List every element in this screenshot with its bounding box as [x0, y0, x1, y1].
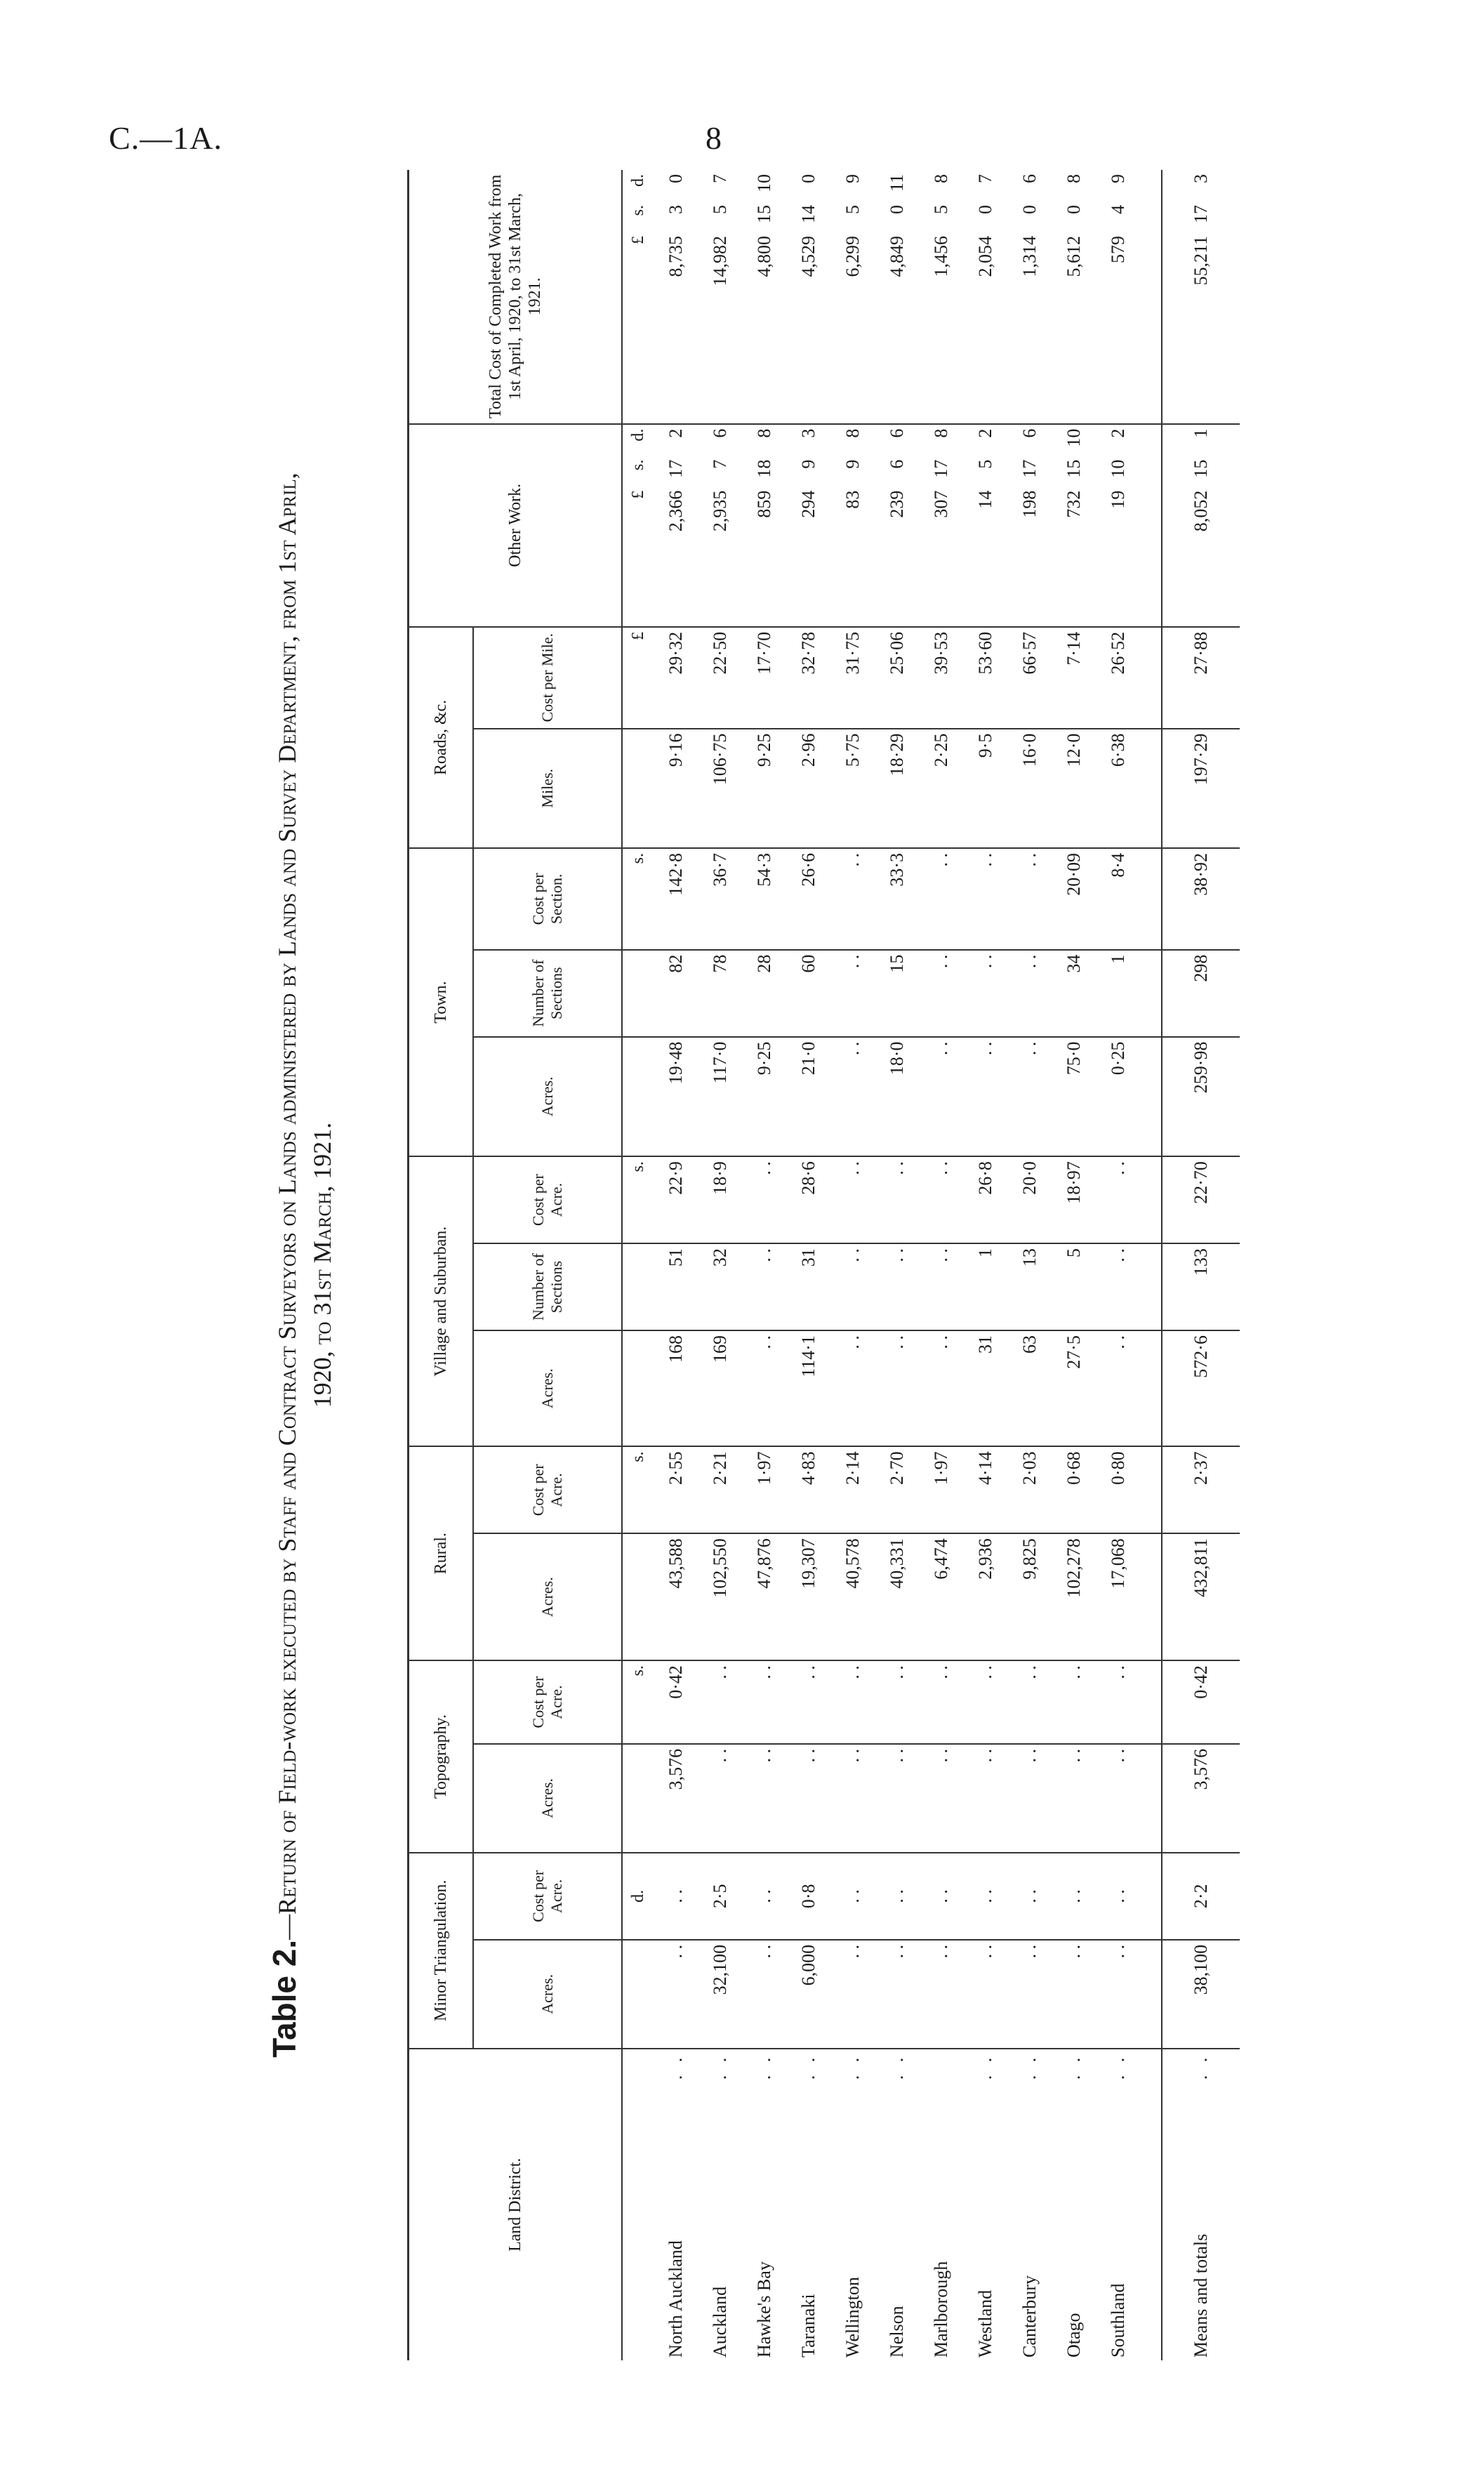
table-row: [786, 170, 830, 2360]
vil-sections-cell: 51: [654, 1243, 698, 1330]
table-row: [963, 170, 1007, 2360]
town-acres-cell: 117·0: [698, 1037, 742, 1156]
cost-mile-cell: 29·32: [654, 627, 698, 729]
page-number: 8: [705, 120, 722, 156]
money-units: £s.d.: [622, 170, 654, 424]
rural-cost-cell: 4·14: [963, 1446, 1007, 1533]
district-cell: [742, 2049, 786, 2360]
rural-acres-cell: 43,588: [654, 1533, 698, 1660]
cost-mile-cell: 66·57: [1007, 627, 1052, 729]
town-cost-cell: . .: [919, 848, 963, 950]
money-units: £s.d.: [622, 424, 654, 627]
district-cell: [786, 2049, 830, 2360]
topo-acres-cell: . .: [1096, 1744, 1140, 1853]
table-row: [1007, 170, 1052, 2360]
other-amount-cell: 2,93576: [698, 424, 742, 627]
district-name: North Auckland: [665, 2240, 686, 2358]
town-cost-cell: . .: [963, 848, 1007, 950]
table-row: [830, 170, 875, 2360]
cost-mile-cell: 27·88: [1162, 627, 1240, 729]
rural-acres-cell: 19,307: [786, 1533, 830, 1660]
table-row: [919, 170, 963, 2360]
total-amount-cell: 4,8001510: [742, 170, 786, 424]
other-amount-cell: 198176: [1007, 424, 1052, 627]
vil-cost-cell: 26·8: [963, 1156, 1007, 1243]
rural-cost-cell: 2·03: [1007, 1446, 1052, 1533]
vil-cost-cell: 22·70: [1162, 1156, 1240, 1243]
topo-acres-cell: 3,576: [654, 1744, 698, 1853]
district-name: Hawke's Bay: [753, 2261, 774, 2358]
topo-acres-cell: . .: [1052, 1744, 1096, 1853]
vil-cost-cell: 28·6: [786, 1156, 830, 1243]
cost-mile-cell: 22·50: [698, 627, 742, 729]
topo-cost-cell: . .: [786, 1660, 830, 1744]
vil-acres-cell: 572·6: [1162, 1330, 1240, 1446]
town-acres-cell: 259·98: [1162, 1037, 1240, 1156]
land-district-header: Land District.: [409, 2049, 623, 2360]
leader-dots: . .: [886, 2053, 907, 2080]
miles-cell: 6·38: [1096, 729, 1140, 848]
town-cost-cell: . .: [1007, 848, 1052, 950]
other-amount-cell: 307178: [919, 424, 963, 627]
town-cost-cell: 26·6: [786, 848, 830, 950]
table-label: Table 2.: [266, 1939, 303, 2058]
vil-acres-cell: 114·1: [786, 1330, 830, 1446]
district-cell: [1096, 2049, 1140, 2360]
unit-label: £: [622, 627, 654, 729]
town-acres-cell: . .: [830, 1037, 875, 1156]
cost-mile-cell: 31·75: [830, 627, 875, 729]
rural-cost-cell: 4·83: [786, 1446, 830, 1533]
town-sections-cell: . .: [919, 950, 963, 1037]
town-acres-cell: 9·25: [742, 1037, 786, 1156]
mt-cost-cell: . .: [1052, 1853, 1096, 1940]
district-name: Wellington: [842, 2277, 863, 2358]
table-row: [875, 170, 919, 2360]
mt-cost-cell: . .: [919, 1853, 963, 1940]
town-sections-cell: . .: [830, 950, 875, 1037]
unit-label: s.: [622, 1446, 654, 1533]
table-row: [654, 170, 698, 2360]
topo-cost-cell: . .: [1052, 1660, 1096, 1744]
topo-acres-cell: . .: [786, 1744, 830, 1853]
rural-cost-header: Cost per Acre.: [473, 1446, 622, 1533]
other-amount-cell: 8398: [830, 424, 875, 627]
town-cost-cell: 142·8: [654, 848, 698, 950]
rural-cost-cell: 2·21: [698, 1446, 742, 1533]
mt-cost-cell: . .: [742, 1853, 786, 1940]
mt-cost-header: Cost per Acre.: [473, 1853, 622, 1940]
vil-acres-cell: . .: [875, 1330, 919, 1446]
other-amount-cell: 8,052151: [1162, 424, 1240, 627]
totals-row: [1162, 170, 1240, 2360]
miles-header: Miles.: [473, 729, 622, 848]
leader-dots: . .: [842, 2053, 863, 2080]
district-cell: [1007, 2049, 1052, 2360]
town-sections-cell: 82: [654, 950, 698, 1037]
topo-acres-cell: . .: [875, 1744, 919, 1853]
vil-acres-cell: 168: [654, 1330, 698, 1446]
village-suburban-header: Village and Suburban.: [409, 1156, 474, 1446]
topo-cost-cell: . .: [1096, 1660, 1140, 1744]
town-cost-cell: 36·7: [698, 848, 742, 950]
table-row: [742, 170, 786, 2360]
mt-cost-cell: . .: [1007, 1853, 1052, 1940]
miles-cell: 18·29: [875, 729, 919, 848]
mt-cost-cell: 0·8: [786, 1853, 830, 1940]
district-name: Nelson: [886, 2306, 907, 2358]
district-cell: [698, 2049, 742, 2360]
vil-cost-cell: . .: [830, 1156, 875, 1243]
cost-mile-cell: 7·14: [1052, 627, 1096, 729]
miles-cell: 16·0: [1007, 729, 1052, 848]
rural-acres-cell: 102,550: [698, 1533, 742, 1660]
town-acres-cell: 75·0: [1052, 1037, 1096, 1156]
topo-cost-header: Cost per Acre.: [473, 1660, 622, 1744]
town-sections-cell: 298: [1162, 950, 1240, 1037]
cost-mile-cell: 17·70: [742, 627, 786, 729]
town-acres-cell: 21·0: [786, 1037, 830, 1156]
topo-acres-cell: . .: [963, 1744, 1007, 1853]
mt-acres-cell: . .: [1007, 1940, 1052, 2049]
mt-acres-cell: . .: [742, 1940, 786, 2049]
table-row: [1052, 170, 1096, 2360]
rural-acres-cell: 6,474: [919, 1533, 963, 1660]
mt-acres-cell: . .: [875, 1940, 919, 2049]
rural-acres-cell: 40,331: [875, 1533, 919, 1660]
district-cell: [654, 2049, 698, 2360]
leader-dots: . .: [1019, 2053, 1040, 2080]
mt-cost-cell: 2·5: [698, 1853, 742, 1940]
mt-cost-cell: . .: [875, 1853, 919, 1940]
rural-acres-cell: 47,876: [742, 1533, 786, 1660]
mt-acres-cell: . .: [1096, 1940, 1140, 2049]
mt-acres-cell: 32,100: [698, 1940, 742, 2049]
mt-acres-header: Acres.: [473, 1940, 622, 2049]
town-sections-cell: 15: [875, 950, 919, 1037]
town-sections-cell: . .: [963, 950, 1007, 1037]
vil-sections-cell: . .: [742, 1243, 786, 1330]
mt-acres-cell: . .: [1052, 1940, 1096, 2049]
village-sections-header: Number of Sections: [473, 1243, 622, 1330]
town-acres-cell: 18·0: [875, 1037, 919, 1156]
other-amount-cell: 29493: [786, 424, 830, 627]
town-acres-cell: . .: [963, 1037, 1007, 1156]
total-amount-cell: 55,211173: [1162, 170, 1240, 424]
town-sections-cell: 60: [786, 950, 830, 1037]
district-name: Otago: [1063, 2313, 1084, 2358]
town-cost-cell: 54·3: [742, 848, 786, 950]
rural-cost-cell: 0·80: [1096, 1446, 1140, 1533]
town-cost-cell: 8·4: [1096, 848, 1140, 950]
rural-acres-cell: 17,068: [1096, 1533, 1140, 1660]
miles-cell: 2·25: [919, 729, 963, 848]
other-amount-cell: 1452: [963, 424, 1007, 627]
table-row: [1096, 170, 1140, 2360]
topo-cost-cell: . .: [698, 1660, 742, 1744]
unit-label: s.: [622, 848, 654, 950]
rural-acres-cell: 432,811: [1162, 1533, 1240, 1660]
vil-acres-cell: . .: [830, 1330, 875, 1446]
topo-acres-header: Acres.: [473, 1744, 622, 1853]
district-name: Auckland: [709, 2286, 730, 2358]
rural-acres-header: Acres.: [473, 1533, 622, 1660]
vil-cost-cell: . .: [1096, 1156, 1140, 1243]
rural-acres-cell: 102,278: [1052, 1533, 1096, 1660]
vil-acres-cell: 63: [1007, 1330, 1052, 1446]
vil-cost-cell: 18·9: [698, 1156, 742, 1243]
vil-cost-cell: 18·97: [1052, 1156, 1096, 1243]
other-amount-cell: 23966: [875, 424, 919, 627]
district-cell: [875, 2049, 919, 2360]
rural-acres-cell: 9,825: [1007, 1533, 1052, 1660]
vil-acres-cell: . .: [742, 1330, 786, 1446]
village-cost-header: Cost per Acre.: [473, 1156, 622, 1243]
town-sections-cell: 34: [1052, 950, 1096, 1037]
topo-acres-cell: . .: [919, 1744, 963, 1853]
leader-dots: . .: [974, 2053, 995, 2080]
district-cell: [830, 2049, 875, 2360]
vil-cost-cell: . .: [742, 1156, 786, 1243]
total-amount-cell: 1,45658: [919, 170, 963, 424]
caption-line-2: 1920, to 31st March, 1921.: [308, 1122, 336, 1408]
total-amount-cell: 1,31406: [1007, 170, 1052, 424]
miles-cell: 197·29: [1162, 729, 1240, 848]
town-sections-cell: 28: [742, 950, 786, 1037]
other-amount-cell: 7321510: [1052, 424, 1096, 627]
topo-cost-cell: . .: [919, 1660, 963, 1744]
rotated-table-block: [266, 170, 1211, 2360]
vil-sections-cell: . .: [919, 1243, 963, 1330]
vil-acres-cell: 169: [698, 1330, 742, 1446]
mt-acres-cell: . .: [963, 1940, 1007, 2049]
town-acres-cell: . .: [1007, 1037, 1052, 1156]
town-sections-header: Number of Sections: [473, 950, 622, 1037]
district-name: Taranaki: [797, 2294, 819, 2358]
mt-cost-cell: . .: [830, 1853, 875, 1940]
vil-sections-cell: 1: [963, 1243, 1007, 1330]
vil-sections-cell: . .: [830, 1243, 875, 1330]
rural-acres-cell: 40,578: [830, 1533, 875, 1660]
town-cost-cell: 33·3: [875, 848, 919, 950]
total-amount-cell: 4,529140: [786, 170, 830, 424]
vil-sections-cell: 32: [698, 1243, 742, 1330]
town-acres-cell: 19·48: [654, 1037, 698, 1156]
rural-acres-cell: 2,936: [963, 1533, 1007, 1660]
town-sections-cell: 78: [698, 950, 742, 1037]
leader-dots: . .: [709, 2053, 730, 2080]
leader-dots: . .: [1191, 2053, 1211, 2080]
total-amount-cell: 2,05407: [963, 170, 1007, 424]
mt-acres-cell: . .: [830, 1940, 875, 2049]
topo-acres-cell: . .: [742, 1744, 786, 1853]
field-work-table: [407, 170, 1240, 2360]
town-cost-cell: 38·92: [1162, 848, 1240, 950]
topo-cost-cell: 0·42: [1162, 1660, 1240, 1744]
vil-sections-cell: 13: [1007, 1243, 1052, 1330]
miles-cell: 5·75: [830, 729, 875, 848]
other-amount-cell: 2,366172: [654, 424, 698, 627]
unit-label: d.: [622, 1853, 654, 1940]
leader-dots: . .: [1107, 2053, 1128, 2080]
town-acres-cell: . .: [919, 1037, 963, 1156]
topo-acres-cell: . .: [698, 1744, 742, 1853]
topo-cost-cell: . .: [742, 1660, 786, 1744]
town-header: Town.: [409, 848, 474, 1156]
mt-cost-cell: . .: [1096, 1853, 1140, 1940]
town-acres-cell: 0·25: [1096, 1037, 1140, 1156]
rural-cost-cell: 2·14: [830, 1446, 875, 1533]
topo-acres-cell: . .: [830, 1744, 875, 1853]
mt-acres-cell: 38,100: [1162, 1940, 1240, 2049]
rural-cost-cell: 1·97: [742, 1446, 786, 1533]
rural-cost-cell: 0·68: [1052, 1446, 1096, 1533]
units-row: [622, 170, 654, 2360]
mt-cost-cell: . .: [654, 1853, 698, 1940]
topo-cost-cell: . .: [875, 1660, 919, 1744]
vil-cost-cell: . .: [919, 1156, 963, 1243]
topography-header: Topography.: [409, 1660, 474, 1853]
topo-cost-cell: . .: [963, 1660, 1007, 1744]
cost-mile-cell: 53·60: [963, 627, 1007, 729]
total-cost-header: Total Cost of Completed Work from 1st April, 1920, to 31st March, 1921.: [409, 170, 623, 424]
topo-cost-cell: . .: [830, 1660, 875, 1744]
total-amount-cell: 57949: [1096, 170, 1140, 424]
total-amount-cell: 14,98257: [698, 170, 742, 424]
vil-acres-cell: . .: [1096, 1330, 1140, 1446]
town-sections-cell: . .: [1007, 950, 1052, 1037]
rural-cost-cell: 1·97: [919, 1446, 963, 1533]
miles-cell: 9·5: [963, 729, 1007, 848]
miles-cell: 106·75: [698, 729, 742, 848]
district-cell: [1162, 2049, 1240, 2360]
village-acres-header: Acres.: [473, 1330, 622, 1446]
mt-acres-cell: . .: [919, 1940, 963, 2049]
total-amount-cell: 5,61208: [1052, 170, 1096, 424]
cost-mile-cell: 26·52: [1096, 627, 1140, 729]
roads-header: Roads, &c.: [409, 627, 474, 848]
mt-acres-cell: 6,000: [786, 1940, 830, 2049]
topo-acres-cell: . .: [1007, 1744, 1052, 1853]
unit-label: s.: [622, 1660, 654, 1744]
vil-sections-cell: . .: [1096, 1243, 1140, 1330]
leader-dots: . .: [1063, 2053, 1084, 2080]
topo-cost-cell: 0·42: [654, 1660, 698, 1744]
unit-label: s.: [622, 1156, 654, 1243]
town-sections-cell: 1: [1096, 950, 1140, 1037]
minor-triangulation-header: Minor Triangulation.: [409, 1853, 474, 2049]
cost-mile-cell: 32·78: [786, 627, 830, 729]
topo-acres-cell: 3,576: [1162, 1744, 1240, 1853]
vil-cost-cell: 22·9: [654, 1156, 698, 1243]
vil-cost-cell: 20·0: [1007, 1156, 1052, 1243]
other-amount-cell: 19102: [1096, 424, 1140, 627]
vil-acres-cell: . .: [919, 1330, 963, 1446]
table-caption: [267, 170, 337, 2360]
cost-per-mile-header: Cost per Mile.: [473, 627, 622, 729]
caption-line-1: —Return of Field-work executed by Staff and Contract Surveyors on Lands administered by Lands and Survey Department, from 1st April,: [273, 472, 301, 1940]
mt-acres-cell: . .: [654, 1940, 698, 2049]
leader-dots: . .: [665, 2053, 686, 2080]
district-cell: [919, 2049, 963, 2360]
miles-cell: 2·96: [786, 729, 830, 848]
other-amount-cell: 859188: [742, 424, 786, 627]
district-cell: [963, 2049, 1007, 2360]
vil-sections-cell: 31: [786, 1243, 830, 1330]
spacer-row: [1140, 170, 1162, 2360]
district-name: Marlborough: [930, 2261, 951, 2358]
mt-cost-cell: . .: [963, 1853, 1007, 1940]
rural-cost-cell: 2·37: [1162, 1446, 1240, 1533]
total-amount-cell: 8,73530: [654, 170, 698, 424]
vil-cost-cell: . .: [875, 1156, 919, 1243]
vil-acres-cell: 27·5: [1052, 1330, 1096, 1446]
town-cost-cell: 20·09: [1052, 848, 1096, 950]
page-header: [0, 119, 1484, 176]
town-cost-header: Cost per Section.: [473, 848, 622, 950]
rural-cost-cell: 2·70: [875, 1446, 919, 1533]
rural-header: Rural.: [409, 1446, 474, 1660]
leader-dots: . .: [753, 2053, 774, 2080]
district-name: Southland: [1107, 2283, 1128, 2358]
vil-sections-cell: 5: [1052, 1243, 1096, 1330]
total-amount-cell: 6,29959: [830, 170, 875, 424]
vil-sections-cell: . .: [875, 1243, 919, 1330]
town-cost-cell: . .: [830, 848, 875, 950]
topo-cost-cell: . .: [1007, 1660, 1052, 1744]
leader-dots: . .: [797, 2053, 819, 2080]
vil-sections-cell: 133: [1162, 1243, 1240, 1330]
miles-cell: 9·25: [742, 729, 786, 848]
miles-cell: 9·16: [654, 729, 698, 848]
mt-cost-cell: 2·2: [1162, 1853, 1240, 1940]
vil-acres-cell: 31: [963, 1330, 1007, 1446]
cost-mile-cell: 39·53: [919, 627, 963, 729]
district-name: Means and totals: [1191, 2233, 1211, 2358]
cost-mile-cell: 25·06: [875, 627, 919, 729]
district-cell: [1052, 2049, 1096, 2360]
other-work-header: Other Work.: [409, 424, 623, 627]
district-name: Westland: [974, 2289, 995, 2358]
table-row: [698, 170, 742, 2360]
document-reference: C.—1A.: [109, 120, 223, 156]
town-acres-header: Acres.: [473, 1037, 622, 1156]
rural-cost-cell: 2·55: [654, 1446, 698, 1533]
district-name: Canterbury: [1019, 2275, 1040, 2358]
miles-cell: 12·0: [1052, 729, 1096, 848]
total-amount-cell: 4,849011: [875, 170, 919, 424]
